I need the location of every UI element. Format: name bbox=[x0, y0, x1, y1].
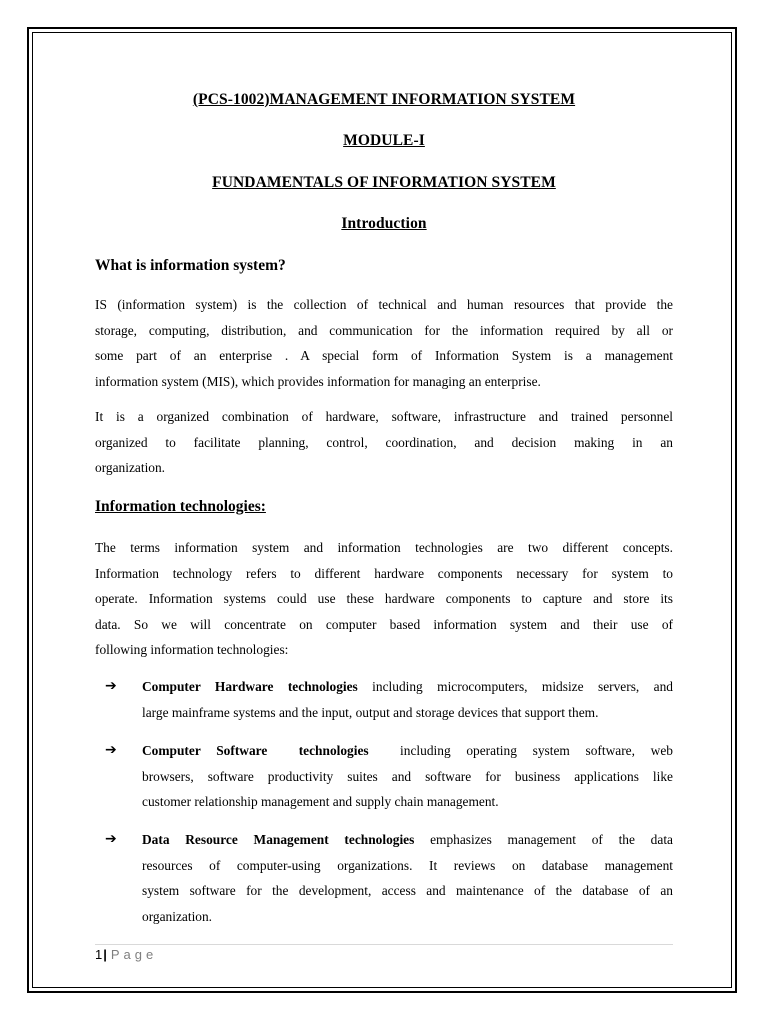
page-label: Page bbox=[110, 947, 158, 962]
text-line: some part of an enterprise . A special form of Information System is a management bbox=[95, 348, 673, 363]
text-line: It is a organized combination of hardware, software, infrastructure and trained personnel bbox=[95, 409, 673, 424]
chapter-heading: FUNDAMENTALS OF INFORMATION SYSTEM bbox=[212, 174, 556, 191]
bullet-hardware bbox=[142, 674, 673, 725]
bullet-text: including operating system software, web bbox=[368, 743, 673, 758]
section-heading: Introduction bbox=[341, 215, 427, 232]
arrow-bullet-icon: ➔ bbox=[105, 742, 117, 758]
text-line: organized to facilitate planning, control, coordination, and decision making in an bbox=[95, 434, 673, 450]
text-line: organization. bbox=[95, 460, 166, 475]
text-line: The terms information system and information technologies are two different concepts. bbox=[95, 540, 673, 555]
text-line: resources of computer-using organizations. It reviews on database management bbox=[142, 857, 673, 873]
paragraph-is-definition bbox=[95, 292, 673, 394]
bullet-term: Computer Software technologies bbox=[142, 743, 369, 758]
text-line: organization. bbox=[142, 908, 213, 924]
footer-separator: | bbox=[103, 947, 107, 962]
module-heading: MODULE-I bbox=[343, 132, 425, 149]
bullet-software bbox=[142, 738, 673, 815]
bullet-term: Computer Hardware technologies bbox=[142, 679, 358, 694]
text-line: Information technology refers to different hardware components necessary for system to bbox=[95, 565, 673, 581]
text-line: following information technologies: bbox=[95, 642, 289, 657]
paragraph-is-organized bbox=[95, 404, 673, 481]
text-line: system software for the development, access and maintenance of the database of an bbox=[142, 883, 673, 898]
question-heading: What is information system? bbox=[95, 257, 286, 274]
document-title: (PCS-1002)MANAGEMENT INFORMATION SYSTEM bbox=[192, 91, 576, 108]
text-line: customer relationship management and supply chain management. bbox=[142, 794, 499, 809]
page-number: 1 bbox=[95, 947, 103, 962]
text-line: IS (information system) is the collection of technical and human resources that provide the bbox=[95, 297, 673, 312]
arrow-bullet-icon: ➔ bbox=[105, 831, 117, 847]
text-line: browsers, software productivity suites and software for business applications like bbox=[142, 768, 673, 784]
paragraph-it-intro bbox=[95, 535, 673, 663]
bullet-text: emphasizes management of the data bbox=[414, 832, 673, 847]
page-footer bbox=[95, 947, 157, 962]
arrow-bullet-icon: ➔ bbox=[105, 678, 117, 694]
text-line: storage, computing, distribution, and communication for the information required by all or bbox=[95, 322, 673, 338]
bullet-data-resource bbox=[142, 827, 673, 929]
text-line: operate. Information systems could use these hardware components to capture and store its bbox=[95, 591, 673, 606]
text-line: information system (MIS), which provides information for managing an enterprise. bbox=[95, 373, 541, 389]
bullet-text: including microcomputers, midsize servers, and bbox=[357, 679, 673, 694]
text-line: large mainframe systems and the input, output and storage devices that support them. bbox=[142, 704, 599, 720]
text-line: data. So we will concentrate on computer based information system and their use of bbox=[95, 616, 673, 632]
bullet-term: Data Resource Management technologies bbox=[142, 832, 415, 847]
it-heading: Information technologies: bbox=[95, 498, 266, 515]
footer-divider bbox=[95, 944, 673, 945]
